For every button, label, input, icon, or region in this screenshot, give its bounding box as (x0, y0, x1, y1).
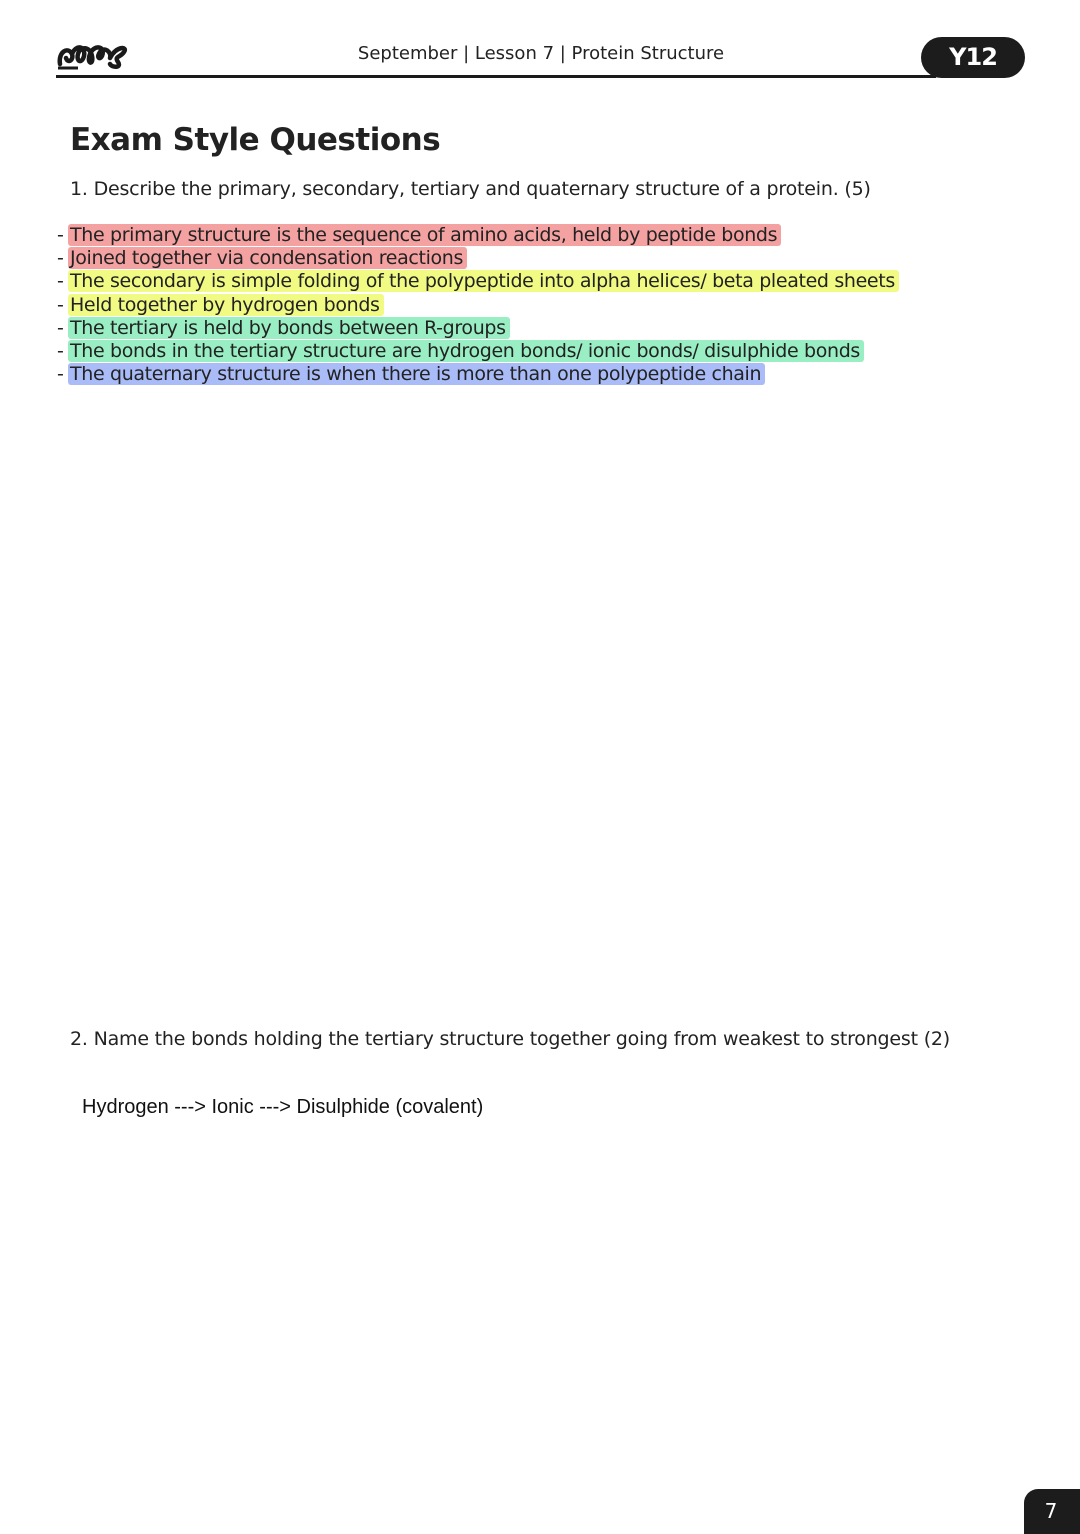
page-number: 7 (1024, 1489, 1080, 1534)
answer-text: The bonds in the tertiary structure are hydrogen bonds/ ionic bonds/ disulphide bonds (68, 340, 864, 362)
answer-line (57, 363, 899, 386)
answer-line (57, 317, 899, 340)
bullet: - (57, 270, 64, 293)
bullet: - (57, 293, 64, 316)
answer-text: Held together by hydrogen bonds (68, 294, 384, 316)
answer-line (57, 270, 899, 293)
answer-line (57, 340, 899, 363)
answer-text: The quaternary structure is when there is more than one polypeptide chain (68, 363, 765, 385)
answer-text: The primary structure is the sequence of amino acids, held by peptide bonds (68, 224, 781, 246)
question-1-answers (57, 224, 899, 386)
page-header (56, 30, 1026, 78)
year-badge: Y12 (921, 37, 1025, 78)
bullet: - (57, 316, 64, 339)
answer-text: Joined together via condensation reactions (68, 247, 467, 269)
bullet: - (57, 363, 64, 386)
header-title: September | Lesson 7 | Protein Structure (357, 43, 725, 64)
answer-text: The secondary is simple folding of the polypeptide into alpha helices/ beta pleated sheets (68, 270, 899, 292)
bullet: - (57, 247, 64, 270)
answer-line (57, 247, 899, 270)
bullet: - (57, 224, 64, 246)
answer-text: The tertiary is held by bonds between R-groups (68, 317, 510, 339)
answer-line (57, 294, 899, 317)
section-title: Exam Style Questions (70, 122, 441, 158)
question-1: 1. Describe the primary, secondary, tertiary and quaternary structure of a protein. (5) (70, 178, 871, 200)
header-divider (56, 75, 936, 78)
question-2-answer: Hydrogen ---> Ionic ---> Disulphide (covalent) (82, 1096, 484, 1118)
bullet: - (57, 340, 64, 363)
question-2: 2. Name the bonds holding the tertiary structure together going from weakest to strongest (2) (70, 1028, 951, 1050)
answer-line (57, 224, 899, 247)
